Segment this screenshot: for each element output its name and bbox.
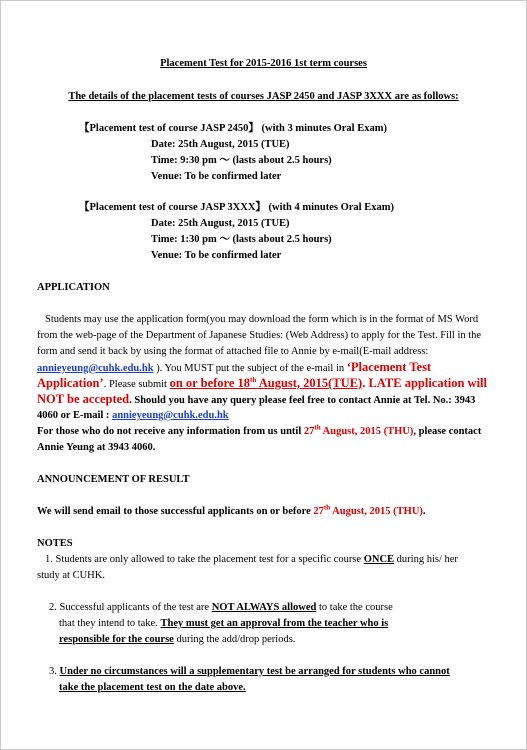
deadline-text: on or before 18th August, 2015(TUE) [169, 375, 363, 390]
note-3-line-1: 3. Under no circumstances will a supplementary test be arranged for students who cannot [49, 666, 450, 677]
email-link-2[interactable]: annieyeung@cuhk.edu.hk [112, 410, 229, 421]
application-line-3: form and send it back by using the format of attached file to Annie by e-mail(E-mail address: [37, 346, 429, 357]
test1-date: Date: 25th August, 2015 (TUE) [151, 139, 290, 150]
test2-date: Date: 25th August, 2015 (TUE) [151, 218, 290, 229]
application-line-8: For those who do not receive any information from us until 27th August, 2015 (THU), please contact [37, 423, 482, 437]
notes-heading: NOTES [37, 538, 73, 549]
test2-heading: 【Placement test of course JASP 3XXX】 (with 4 minutes Oral Exam) [79, 202, 394, 213]
test1-time: Time: 9:30 pm 〜 (lasts about 2.5 hours) [151, 155, 332, 166]
test2-venue: Venue: To be confirmed later [151, 250, 282, 261]
note-2-line-1: 2. Successful applicants of the test are NOT ALWAYS allowed to take the course [49, 602, 393, 613]
application-line-5: Application’. Please submit on or before 18th August, 2015(TUE). LATE application will [37, 375, 487, 390]
application-line-1: Students may use the application form(you may download the form which is in the format of MS Word [45, 314, 479, 325]
result-text: We will send email to those successful applicants on or before 27th August, 2015 (THU). [37, 503, 426, 517]
note-2-line-3: responsible for the course during the add/drop periods. [59, 634, 296, 645]
note-3-line-2: take the placement test on the date above. [59, 682, 246, 693]
application-line-9: Annie Yeung at 3943 4060. [37, 442, 156, 453]
note-1-line-2: study at CUHK. [37, 570, 105, 581]
note-2-line-2: that they intend to take. They must get an approval from the teacher who is [59, 618, 389, 629]
test2-time: Time: 1:30 pm 〜 (lasts about 2.5 hours) [151, 234, 332, 245]
email-link[interactable]: annieyeung@cuhk.edu.hk [37, 363, 154, 374]
application-line-7: 4060 or E-mail : annieyeung@cuhk.edu.hk [37, 410, 229, 421]
document-title: Placement Test for 2015-2016 1st term courses [160, 58, 367, 69]
document-subtitle: The details of the placement tests of courses JASP 2450 and JASP 3XXX are as follows: [68, 91, 459, 102]
result-heading: ANNOUNCEMENT OF RESULT [37, 474, 190, 485]
application-heading: APPLICATION [37, 282, 110, 293]
application-line-4: annieyeung@cuhk.edu.hk ). You MUST put the subject of the e-mail in ‘Placement Test [37, 360, 432, 374]
application-line-2: from the web-page of the Department of Japanese Studies: (Web Address) to apply for the Test. Fill in the [37, 330, 482, 341]
subject-text: ‘Placement Test [346, 360, 432, 374]
test1-heading: 【Placement test of course JASP 2450】 (with 3 minutes Oral Exam) [79, 123, 387, 134]
note-1-line-1: 1. Students are only allowed to take the placement test for a specific course ONCE during his/ her [45, 554, 458, 565]
application-line-6: NOT be accepted. Should you have any query please feel free to contact Annie at Tel. No.: 3943 [37, 392, 476, 406]
test1-venue: Venue: To be confirmed later [151, 171, 282, 182]
